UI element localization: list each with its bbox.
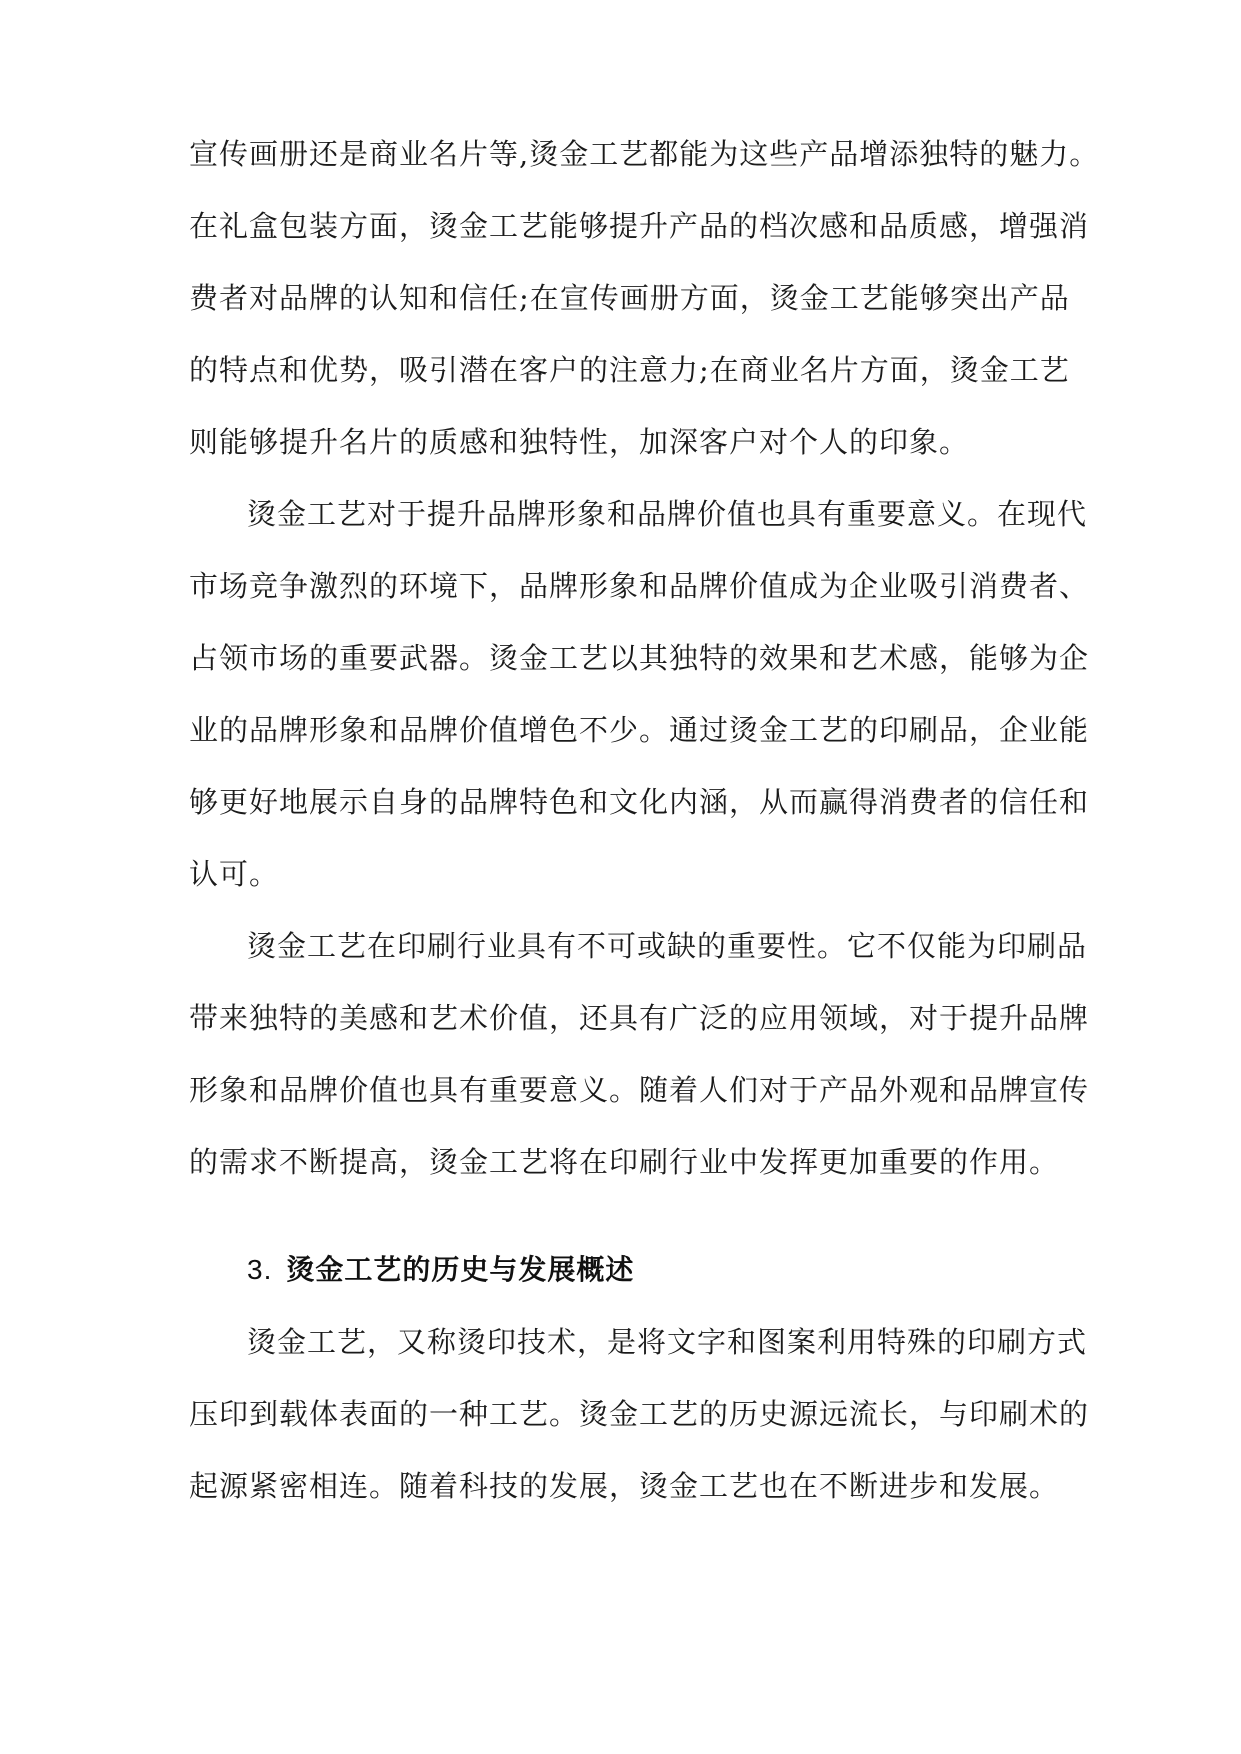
paragraph-1-line-4: 的特点和优势，吸引潜在客户的注意力;在商业名片方面，烫金工艺 (189, 353, 1070, 387)
section-title: 烫金工艺的历史与发展概述 (286, 1253, 635, 1286)
paragraph-2-line-5: 够更好地展示自身的品牌特色和文化内涵，从而赢得消费者的信任和 (189, 785, 1090, 819)
paragraph-3-line-1: 烫金工艺在印刷行业具有不可或缺的重要性。它不仅能为印刷品 (247, 929, 1088, 963)
paragraph-3-line-4: 的需求不断提高，烫金工艺将在印刷行业中发挥更加重要的作用。 (189, 1145, 1060, 1179)
paragraph-2-line-1: 烫金工艺对于提升品牌形象和品牌价值也具有重要意义。在现代 (247, 497, 1088, 531)
paragraph-2-line-3: 占领市场的重要武器。烫金工艺以其独特的效果和艺术感，能够为企 (189, 641, 1090, 675)
paragraph-1-line-5: 则能够提升名片的质感和独特性，加深客户对个人的印象。 (189, 425, 970, 459)
paragraph-4-line-3: 起源紧密相连。随着科技的发展，烫金工艺也在不断进步和发展。 (189, 1469, 1060, 1503)
paragraph-2-line-2: 市场竞争激烈的环境下，品牌形象和品牌价值成为企业吸引消费者、 (189, 569, 1090, 603)
paragraph-1-line-1: 宣传画册还是商业名片等,烫金工艺都能为这些产品增添独特的魅力。 (189, 137, 1100, 171)
section-heading (247, 1250, 634, 1290)
paragraph-3-line-3: 形象和品牌价值也具有重要意义。随着人们对于产品外观和品牌宣传 (189, 1073, 1090, 1107)
paragraph-3-line-2: 带来独特的美感和艺术价值，还具有广泛的应用领域，对于提升品牌 (189, 1001, 1090, 1035)
paragraph-4-line-1: 烫金工艺，又称烫印技术，是将文字和图案利用特殊的印刷方式 (247, 1325, 1088, 1359)
paragraph-2-line-4: 业的品牌形象和品牌价值增色不少。通过烫金工艺的印刷品，企业能 (189, 713, 1090, 747)
paragraph-1-line-3: 费者对品牌的认知和信任;在宣传画册方面，烫金工艺能够突出产品 (189, 281, 1070, 315)
paragraph-4-line-2: 压印到载体表面的一种工艺。烫金工艺的历史源远流长，与印刷术的 (189, 1397, 1090, 1431)
paragraph-2-line-6: 认可。 (189, 857, 280, 891)
section-number: 3. (247, 1254, 273, 1285)
paragraph-1-line-2: 在礼盒包装方面，烫金工艺能够提升产品的档次感和品质感，增强消 (189, 209, 1090, 243)
